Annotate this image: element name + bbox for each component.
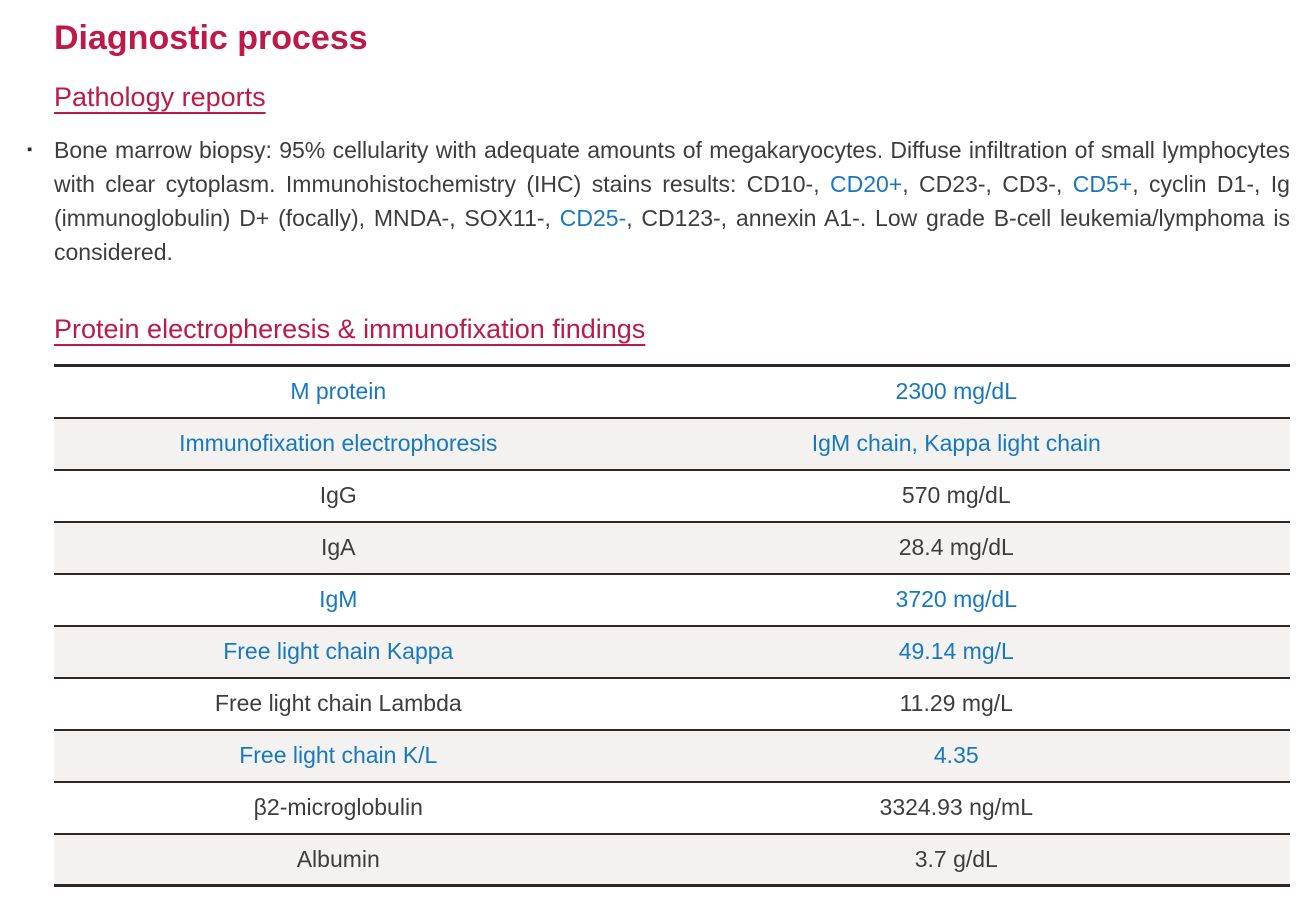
row-value: 2300 mg/dL — [895, 378, 1018, 405]
paragraph-segment: , CD23-, CD3-, — [902, 171, 1073, 197]
bullet-item — [27, 133, 1290, 269]
table-row — [54, 678, 1290, 730]
bullet-square-icon: ▪ — [27, 141, 33, 158]
table-row — [54, 470, 1290, 522]
ihc-marker-highlight: CD20+ — [830, 171, 903, 197]
table-row — [54, 366, 1290, 418]
row-value: 49.14 mg/L — [898, 638, 1014, 664]
row-value: 28.4 mg/dL — [898, 534, 1014, 560]
table-row — [54, 418, 1290, 470]
table-row — [54, 522, 1290, 574]
row-value: 4.35 — [933, 742, 979, 768]
row-value: 11.29 mg/L — [899, 690, 1013, 716]
row-label: IgA — [321, 534, 356, 560]
row-label: M protein — [290, 378, 387, 405]
table-row — [54, 834, 1290, 886]
page-title: Diagnostic process — [54, 19, 368, 57]
table-row — [54, 782, 1290, 834]
row-value: 3324.93 ng/mL — [879, 794, 1033, 820]
table-row — [54, 574, 1290, 626]
row-value: 3720 mg/dL — [895, 586, 1018, 612]
table-row — [54, 730, 1290, 782]
ihc-marker-highlight: CD25- — [559, 205, 627, 231]
row-value: 570 mg/dL — [901, 482, 1011, 508]
row-value: IgM chain, Kappa light chain — [811, 430, 1101, 456]
row-label: IgG — [319, 482, 357, 508]
ihc-marker-highlight: CD5+ — [1072, 171, 1133, 197]
findings-table-body — [54, 366, 1290, 886]
row-label: Free light chain K/L — [239, 742, 438, 768]
paragraph-segment: , CD123-, annexin A1-. Low grade B-cell leukemia/lymphoma is considered. — [54, 205, 1290, 265]
row-label: Free light chain Lambda — [214, 690, 462, 716]
table-row — [54, 626, 1290, 678]
section-heading-protein-findings: Protein electropheresis & immunofixation findings — [54, 314, 646, 344]
section-heading-pathology-reports: Pathology reports — [54, 82, 266, 112]
row-label: Albumin — [296, 845, 380, 872]
pathology-paragraph — [54, 133, 1290, 269]
row-label: Immunofixation electrophoresis — [179, 430, 498, 456]
row-label: IgM — [319, 586, 358, 612]
paragraph-segment: Bone marrow biopsy: 95% cellularity with adequate amounts of megakaryocytes. Diffuse infiltration of small lymphocytes with clear cytoplasm. Immunohistochemistry (IHC) stains results: CD10-, — [54, 137, 1290, 197]
row-value: 3.7 g/dL — [914, 845, 998, 872]
findings-table — [54, 364, 1290, 887]
row-label: Free light chain Kappa — [223, 638, 454, 664]
paragraph-segment: , cyclin D1-, Ig (immunoglobulin) D+ (focally), MNDA-, SOX11-, — [54, 171, 1290, 231]
row-label: β2-microglobulin — [253, 794, 423, 820]
